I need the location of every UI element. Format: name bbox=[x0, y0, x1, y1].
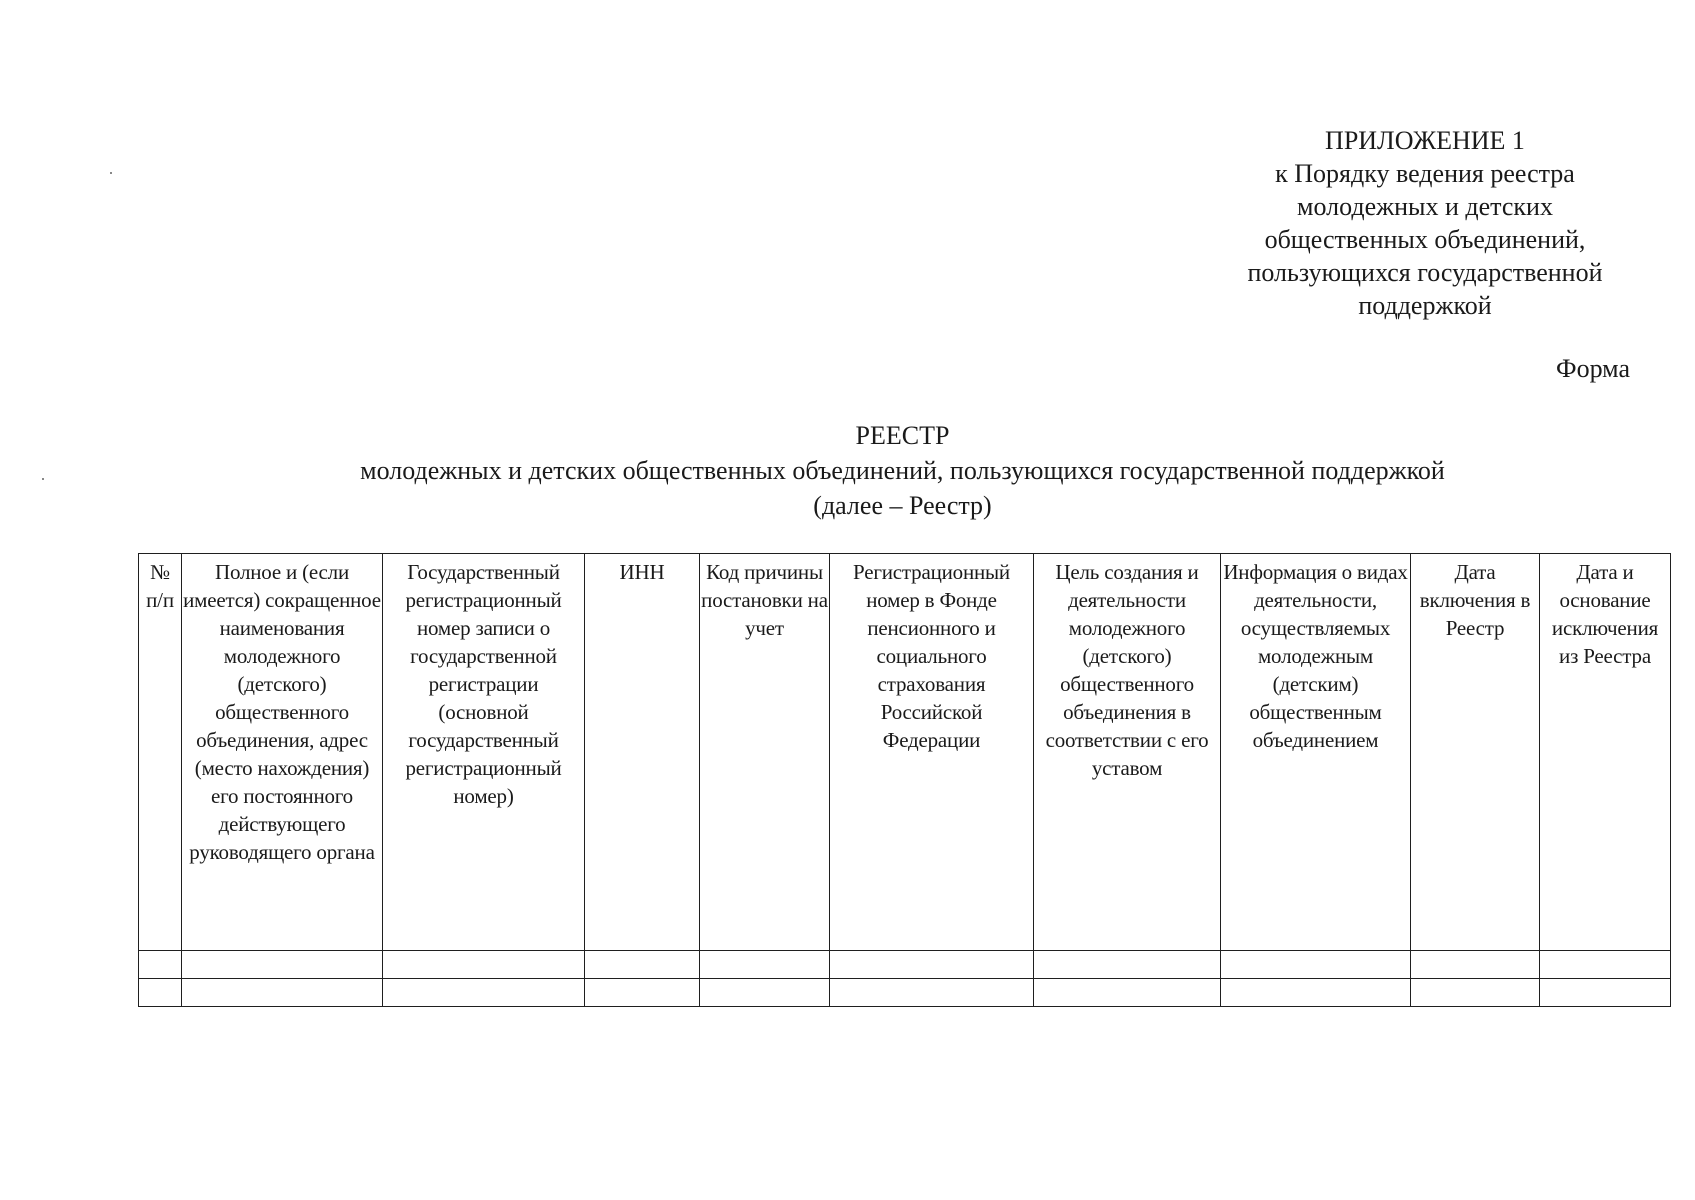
table-cell bbox=[585, 979, 700, 1007]
appendix-line: к Порядку ведения реестра bbox=[1275, 159, 1575, 188]
col-header-name-address: Полное и (если имеется) сокращенное наименования молодежного (детского) общественного объединения, адрес (место нахождения) его постоянного действующего руководящего органа bbox=[182, 554, 383, 951]
col-header-number: № п/п bbox=[139, 554, 182, 951]
table-cell bbox=[182, 979, 383, 1007]
col-header-exclusion-date: Дата и основание исключения из Реестра bbox=[1540, 554, 1671, 951]
table-cell bbox=[1221, 979, 1411, 1007]
table-cell bbox=[830, 951, 1034, 979]
table-row bbox=[139, 979, 1671, 1007]
table-cell bbox=[139, 979, 182, 1007]
appendix-line: пользующихся государственной bbox=[1247, 258, 1603, 287]
appendix-block bbox=[1190, 124, 1660, 322]
table-header-row bbox=[139, 554, 1671, 951]
appendix-line: молодежных и детских bbox=[1297, 192, 1553, 221]
table-cell bbox=[182, 951, 383, 979]
table-cell bbox=[383, 951, 585, 979]
table-cell bbox=[1034, 979, 1221, 1007]
table-cell bbox=[1411, 951, 1540, 979]
table-cell bbox=[1221, 951, 1411, 979]
appendix-line: общественных объединений, bbox=[1264, 225, 1586, 254]
col-header-pension-fund-number: Регистрационный номер в Фонде пенсионного и социального страхования Российской Федерации bbox=[830, 554, 1034, 951]
table-cell bbox=[700, 979, 830, 1007]
registry-title: РЕЕСТР bbox=[855, 421, 950, 450]
registry-note: (далее – Реестр) bbox=[813, 491, 992, 520]
table-cell bbox=[1034, 951, 1221, 979]
col-header-state-reg-number: Государственный регистрационный номер записи о государственной регистрации (основной государственный регистрационный номер) bbox=[383, 554, 585, 951]
appendix-heading: ПРИЛОЖЕНИЕ 1 bbox=[1325, 126, 1525, 155]
title-block bbox=[140, 418, 1665, 523]
col-header-inclusion-date: Дата включения в Реестр bbox=[1411, 554, 1540, 951]
appendix-line: поддержкой bbox=[1358, 291, 1492, 320]
col-header-activities: Информация о видах деятельности, осуществляемых молодежным (детским) общественным объединением bbox=[1221, 554, 1411, 951]
table-cell bbox=[830, 979, 1034, 1007]
form-label: Форма bbox=[1556, 354, 1630, 383]
table-cell bbox=[1540, 951, 1671, 979]
table-cell bbox=[585, 951, 700, 979]
col-header-kpp: Код причины постановки на учет bbox=[700, 554, 830, 951]
col-header-purpose: Цель создания и деятельности молодежного (детского) общественного объединения в соответствии с его уставом bbox=[1034, 554, 1221, 951]
col-header-inn: ИНН bbox=[585, 554, 700, 951]
registry-subtitle: молодежных и детских общественных объединений, пользующихся государственной поддержкой bbox=[360, 456, 1445, 485]
table-cell bbox=[139, 951, 182, 979]
table-cell bbox=[1540, 979, 1671, 1007]
registry-table bbox=[138, 553, 1671, 1007]
table-row bbox=[139, 951, 1671, 979]
table-cell bbox=[700, 951, 830, 979]
table-cell bbox=[383, 979, 585, 1007]
table-cell bbox=[1411, 979, 1540, 1007]
